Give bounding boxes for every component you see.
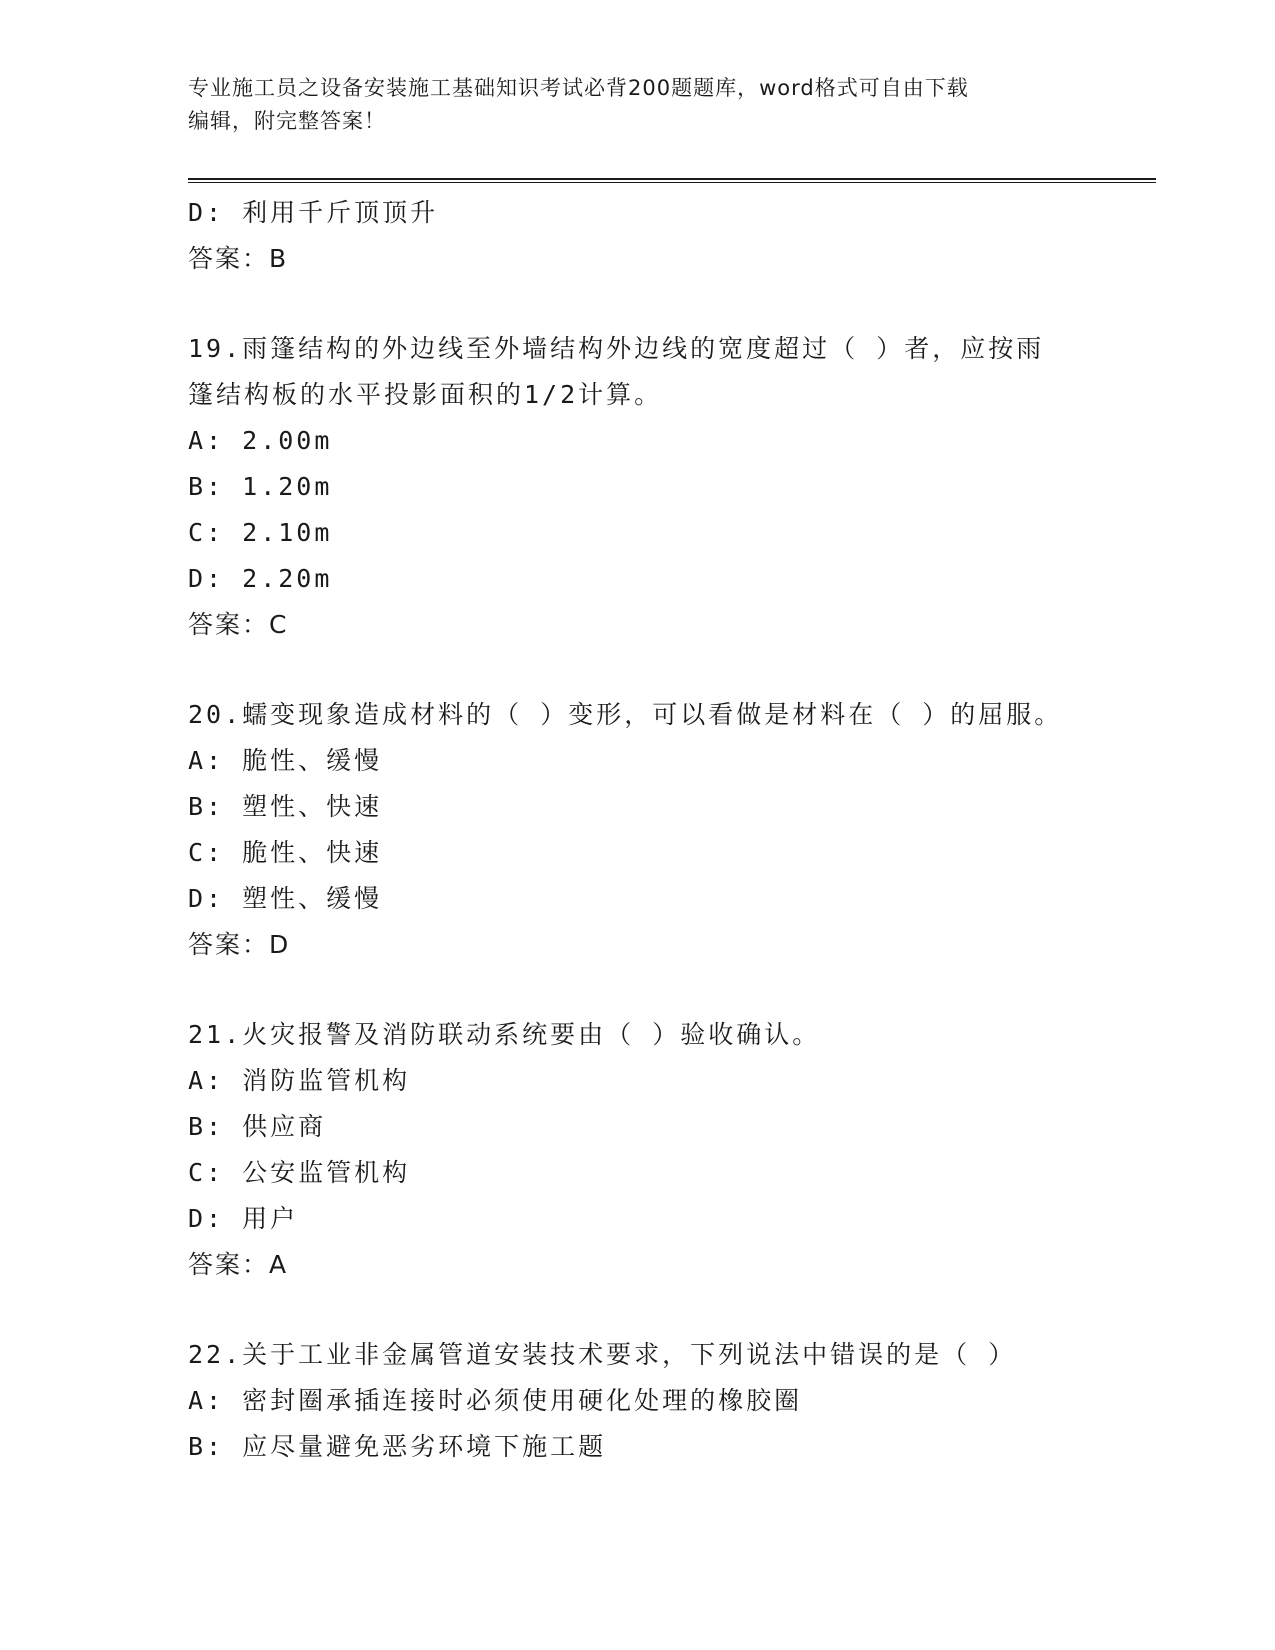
spacer: [188, 282, 1088, 326]
option-d: D: 塑性、缓慢: [188, 884, 383, 913]
answer-line: 答案：A: [188, 1250, 289, 1279]
answer-line: 答案：B: [188, 244, 289, 273]
option-b: B: 供应商: [188, 1112, 327, 1141]
question-stem: 20.蠕变现象造成材料的（ ）变形，可以看做是材料在（ ）的屈服。: [188, 700, 1063, 729]
option-d: D: 用户: [188, 1204, 299, 1233]
question-21: [188, 1012, 1088, 1288]
option-d: D: 2.20m: [188, 564, 333, 593]
spacer: [188, 968, 1088, 1012]
option-c: C: 2.10m: [188, 518, 333, 547]
option-a: A: 脆性、缓慢: [188, 746, 383, 775]
header-rule-thick: [188, 178, 1156, 180]
header-title-line-2: 编辑，附完整答案！: [188, 109, 386, 133]
option-a: A: 密封圈承插连接时必须使用硬化处理的橡胶圈: [188, 1386, 803, 1415]
option-a: A: 消防监管机构: [188, 1066, 411, 1095]
answer-line: 答案：C: [188, 610, 289, 639]
option-a: A: 2.00m: [188, 426, 333, 455]
option-b: B: 1.20m: [188, 472, 333, 501]
document-header: [188, 72, 1088, 138]
spacer: [188, 648, 1088, 692]
answer-line: 答案：D: [188, 930, 291, 959]
question-stem: 21.火灾报警及消防联动系统要由（ ）验收确认。: [188, 1020, 821, 1049]
option-d: D: 利用千斤顶顶升: [188, 198, 439, 227]
option-b: B: 塑性、快速: [188, 792, 383, 821]
question-19: [188, 326, 1088, 648]
question-content: [188, 190, 1088, 1470]
header-rule-thin: [188, 182, 1156, 183]
question-stem: 22.关于工业非金属管道安装技术要求，下列说法中错误的是（ ）: [188, 1340, 1017, 1369]
question-22: [188, 1332, 1088, 1470]
question-20: [188, 692, 1088, 968]
option-c: C: 公安监管机构: [188, 1158, 411, 1187]
spacer: [188, 1288, 1088, 1332]
option-b: B: 应尽量避免恶劣环境下施工题: [188, 1432, 607, 1461]
option-c: C: 脆性、快速: [188, 838, 383, 867]
question-stem: 19.雨篷结构的外边线至外墙结构外边线的宽度超过（ ）者，应按雨: [188, 334, 1045, 363]
question-stem-continued: 篷结构板的水平投影面积的1/2计算。: [188, 380, 663, 409]
header-title-line-1: 专业施工员之设备安装施工基础知识考试必背200题题库，word格式可自由下载: [188, 76, 969, 100]
